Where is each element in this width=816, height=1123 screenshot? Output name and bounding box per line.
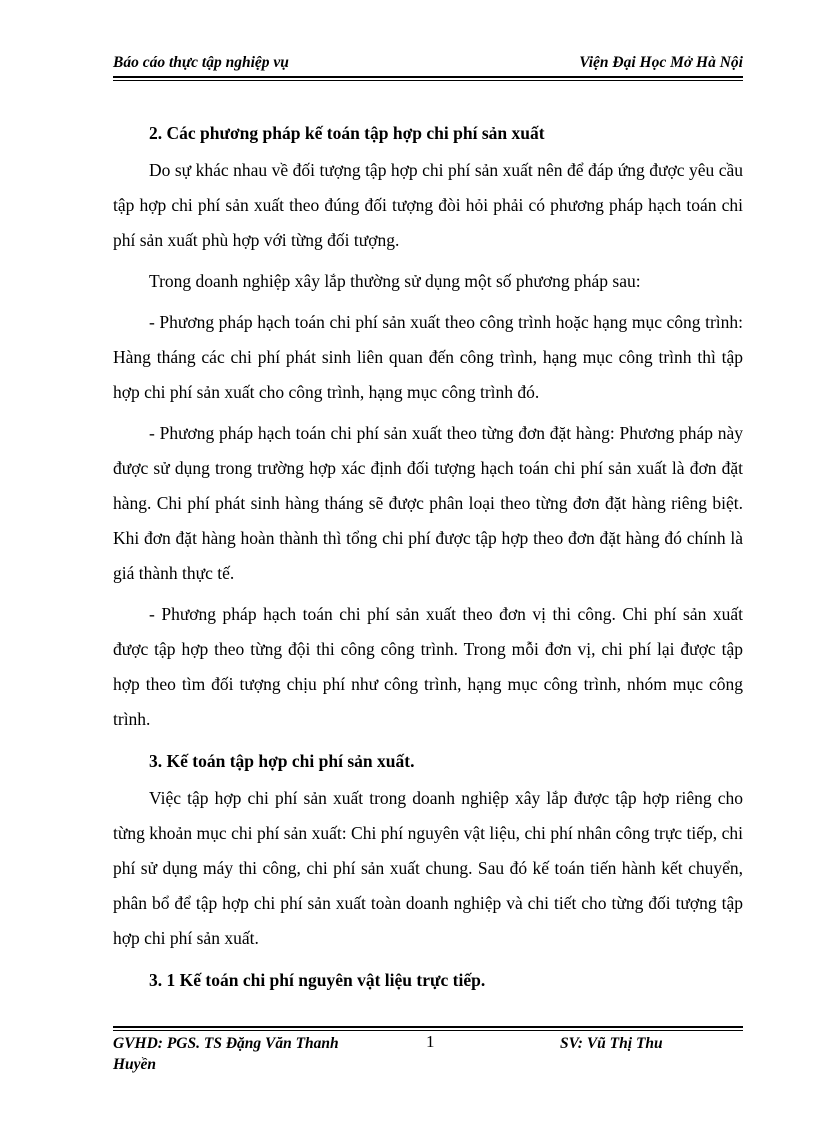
page-header bbox=[113, 52, 743, 76]
header-report-title: Báo cáo thực tập nghiệp vụ bbox=[113, 54, 289, 71]
section-2-paragraph-1: Do sự khác nhau về đối tượng tập hợp chi phí sản xuất nên để đáp ứng được yêu cầu tập hợp chi phí sản xuất theo đúng đối tượng đòi hỏi phải có phương pháp hạch toán chi phí sản xuất phù hợp với từng đối tượng. bbox=[113, 160, 743, 250]
page-body bbox=[113, 115, 743, 998]
footer-rule-thick bbox=[113, 1026, 743, 1028]
page-number: 1 bbox=[426, 1032, 435, 1051]
section-3-1-heading: 3. 1 Kế toán chi phí nguyên vật liệu trực tiếp. bbox=[149, 970, 486, 990]
header-rule-thick bbox=[113, 76, 743, 78]
header-rule-thin bbox=[113, 80, 743, 81]
section-3-heading: 3. Kế toán tập hợp chi phí sản xuất. bbox=[149, 751, 415, 771]
section-3-paragraph-1: Việc tập hợp chi phí sản xuất trong doanh nghiệp xây lắp được tập hợp riêng cho từng khoản mục chi phí sản xuất: Chi phí nguyên vật liệu, chi phí nhân công trực tiếp, chi phí sử dụng máy thi công, chi phí sản xuất chung. Sau đó kế toán tiến hành kết chuyển, phân bổ để tập hợp chi phí sản xuất toàn doanh nghiệp và chi tiết cho từng đối tượng tập hợp chi phí sản xuất. bbox=[113, 788, 743, 948]
section-2-paragraph-2: Trong doanh nghiệp xây lắp thường sử dụng một số phương pháp sau: bbox=[149, 271, 641, 291]
section-2-paragraph-4: - Phương pháp hạch toán chi phí sản xuất theo từng đơn đặt hàng: Phương pháp này được sử dụng trong trường hợp xác định đối tượng hạch toán chi phí sản xuất là đơn đặt hàng. Chi phí phát sinh hàng tháng sẽ được phân loại theo từng đơn đặt hàng riêng biệt. Khi đơn đặt hàng hoàn thành thì tổng chi phí được tập hợp theo đơn đặt hàng đó chính là giá thành thực tế. bbox=[113, 423, 743, 583]
footer-student: SV: Vũ Thị Thu bbox=[560, 1035, 663, 1052]
section-2-heading: 2. Các phương pháp kế toán tập hợp chi phí sản xuất bbox=[149, 123, 545, 143]
footer-supervisor: GVHD: PGS. TS Đặng Văn Thanh Huyền bbox=[113, 1035, 339, 1073]
header-institution: Viện Đại Học Mở Hà Nội bbox=[579, 54, 743, 71]
section-2-paragraph-5: - Phương pháp hạch toán chi phí sản xuất theo đơn vị thi công. Chi phí sản xuất được tập hợp theo từng đội thi công công trình. Trong mỗi đơn vị, chi phí lại được tập hợp theo tìm đối tượng chịu phí như công trình, hạng mục công trình, nhóm mục công trình. bbox=[113, 604, 743, 729]
section-2-paragraph-3: - Phương pháp hạch toán chi phí sản xuất theo công trình hoặc hạng mục công trình: Hàng tháng các chi phí phát sinh liên quan đến công trình, hạng mục công trình thì tập hợp chi phí sản xuất cho công trình, hạng mục công trình đó. bbox=[113, 312, 743, 402]
